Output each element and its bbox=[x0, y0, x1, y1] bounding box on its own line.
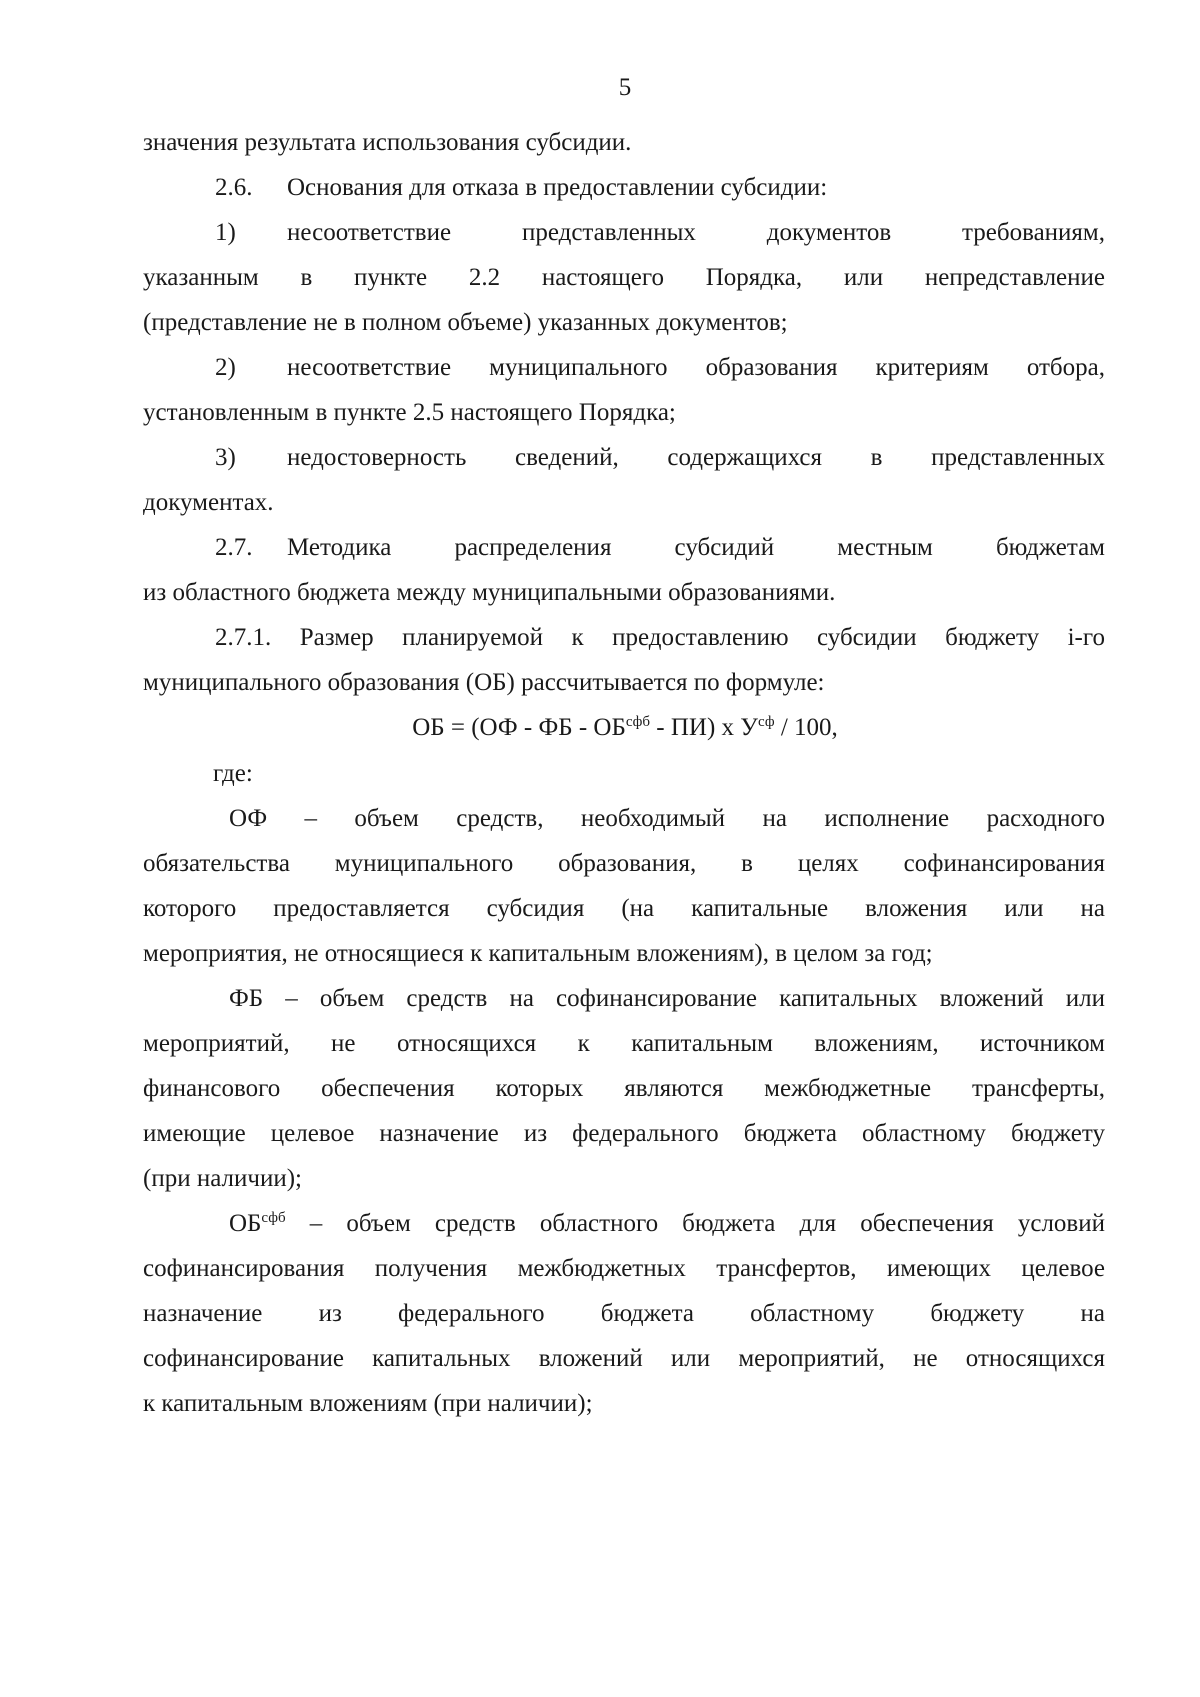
section-title: Основания для отказа в предоставлении субсидии: bbox=[287, 174, 828, 201]
term: ОБ bbox=[229, 1210, 262, 1237]
list-item-1 bbox=[215, 218, 1105, 248]
text-line: (при наличии); bbox=[143, 1165, 302, 1192]
text-line: к капитальным вложениям (при наличии); bbox=[143, 1390, 593, 1417]
text-line: из областного бюджета между муниципальными образованиями. bbox=[143, 579, 836, 606]
text-line: муниципального образования (ОБ) рассчитывается по формуле: bbox=[143, 669, 825, 696]
text-line: софинансирования получения межбюджетных трансфертов, имеющих целевое bbox=[143, 1255, 1105, 1282]
list-text: несоответствие муниципального образования критериям отбора, bbox=[287, 354, 1105, 381]
formula bbox=[0, 713, 1200, 743]
section-heading-2-7 bbox=[215, 533, 1105, 563]
list-number: 3) bbox=[215, 444, 236, 471]
text-line: (представление не в полном объеме) указанных документов; bbox=[143, 309, 788, 336]
page-number: 5 bbox=[618, 74, 632, 101]
formula-part: / 100, bbox=[774, 714, 838, 741]
text-line: мероприятий, не относящихся к капитальным вложениям, источником bbox=[143, 1030, 1105, 1057]
where-label: где: bbox=[213, 760, 253, 787]
text-line: назначение из федерального бюджета областному бюджету на bbox=[143, 1300, 1105, 1327]
definition-text: – объем средств областного бюджета для обеспечения условий bbox=[285, 1210, 1105, 1237]
text-line: обязательства муниципального образования, в целях софинансирования bbox=[143, 850, 1105, 877]
definition-of: ОФ – объем средств, необходимый на исполнение расходного bbox=[229, 805, 1105, 832]
formula-part: - ПИ) х У bbox=[650, 714, 759, 741]
list-item-2 bbox=[215, 353, 1105, 383]
list-item-3 bbox=[215, 443, 1105, 473]
definition-ob-sfb bbox=[229, 1209, 1105, 1239]
definition-fb: ФБ – объем средств на софинансирование капитальных вложений или bbox=[229, 985, 1105, 1012]
text-line: установленным в пункте 2.5 настоящего Порядка; bbox=[143, 399, 676, 426]
text-line: мероприятия, не относящиеся к капитальным вложениям), в целом за год; bbox=[143, 940, 933, 967]
section-heading-2-6 bbox=[215, 173, 1105, 203]
paragraph-2-7-1: 2.7.1. Размер планируемой к предоставлению субсидии бюджету i-го bbox=[215, 624, 1105, 651]
list-number: 1) bbox=[215, 219, 236, 246]
list-text: несоответствие представленных документов требованиям, bbox=[287, 219, 1105, 246]
section-title: Методика распределения субсидий местным бюджетам bbox=[287, 534, 1105, 561]
term-superscript: сфб bbox=[261, 1210, 286, 1226]
text-line: значения результата использования субсидии. bbox=[143, 129, 632, 156]
text-line: софинансирование капитальных вложений или мероприятий, не относящихся bbox=[143, 1345, 1105, 1372]
formula-part: ОБ = (ОФ - ФБ - ОБ bbox=[412, 714, 626, 741]
text-line: финансового обеспечения которых являются межбюджетные трансферты, bbox=[143, 1075, 1105, 1102]
text-line: документах. bbox=[143, 489, 274, 516]
text-line: указанным в пункте 2.2 настоящего Порядка, или непредставление bbox=[143, 264, 1105, 291]
section-number: 2.6. bbox=[215, 174, 253, 201]
list-number: 2) bbox=[215, 354, 236, 381]
formula-superscript: сф bbox=[758, 714, 775, 730]
section-number: 2.7. bbox=[215, 534, 253, 561]
text-line: имеющие целевое назначение из федерального бюджета областному бюджету bbox=[143, 1120, 1105, 1147]
formula-superscript: сфб bbox=[625, 714, 651, 730]
list-text: недостоверность сведений, содержащихся в представленных bbox=[287, 444, 1105, 471]
text-line: которого предоставляется субсидия (на капитальные вложения или на bbox=[143, 895, 1105, 922]
